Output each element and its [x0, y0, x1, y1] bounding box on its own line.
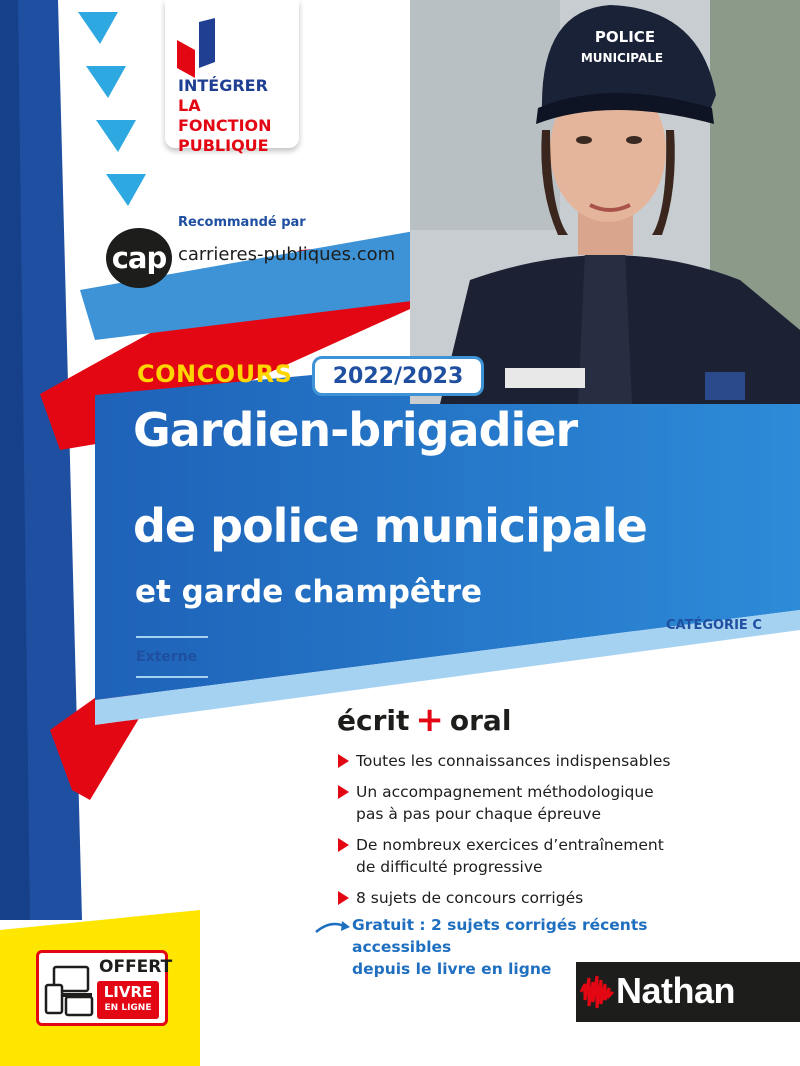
- category-label: CATÉGORIE C: [666, 618, 762, 633]
- badge-line-2: LA FONCTION: [178, 96, 272, 135]
- feature-item: [338, 834, 758, 878]
- livre-label: LIVRE: [103, 983, 153, 1001]
- offert-label: OFFERT: [99, 957, 173, 977]
- feature-text-2: de difficulté progressive: [356, 858, 543, 876]
- livre-box: [97, 981, 159, 1019]
- title-line-1: Gardien-brigadier: [133, 403, 578, 457]
- feature-text: 8 sujets de concours corrigés: [356, 889, 584, 907]
- exam-type: Externe: [136, 636, 208, 678]
- plus-sign: +: [415, 700, 444, 740]
- bullet-arrow-icon: [338, 785, 349, 799]
- badge-line-1: INTÉGRER: [178, 76, 268, 95]
- triangle-2: [86, 66, 126, 98]
- oral-label: oral: [449, 703, 512, 737]
- flag-logo-icon: [177, 18, 217, 78]
- en-ligne-label: EN LIGNE: [104, 1003, 152, 1013]
- feature-text: De nombreux exercices d’entraînement: [356, 836, 664, 854]
- curved-arrow-icon: [314, 916, 350, 936]
- triangle-1: [78, 12, 118, 44]
- feature-text: Toutes les connaissances indispensables: [356, 752, 671, 770]
- recommended-by-label: Recommandé par: [178, 215, 306, 230]
- cap-text-police: POLICE: [594, 28, 656, 46]
- bullet-arrow-icon: [338, 838, 349, 852]
- triangle-3: [96, 120, 136, 152]
- publisher-logo: [576, 962, 800, 1022]
- integrer-fonction-publique-badge: [165, 0, 299, 155]
- bullet-arrow-icon: [338, 891, 349, 905]
- bullet-arrow-icon: [338, 754, 349, 768]
- title-line-2: de police municipale: [133, 499, 647, 553]
- publisher-name: Nathan: [616, 970, 736, 1011]
- feature-text-2: pas à pas pour chaque épreuve: [356, 805, 601, 823]
- year-badge: 2022/2023: [312, 356, 484, 396]
- feature-item: [338, 887, 758, 909]
- feature-item: [338, 781, 758, 825]
- bonus-line-1: Gratuit : 2 sujets corrigés récents accessibles: [352, 916, 648, 956]
- nathan-mark-icon: [579, 970, 615, 1014]
- feature-item: [338, 750, 758, 772]
- cap-text-municipale: MUNICIPALE: [580, 51, 664, 65]
- badge-text: [178, 76, 299, 156]
- written-oral-heading: [337, 700, 511, 740]
- cap-logo: cap: [106, 228, 172, 288]
- concours-label: CONCOURS: [137, 360, 293, 388]
- bonus-line-2: depuis le livre en ligne: [352, 960, 552, 978]
- written-label: écrit: [337, 703, 410, 737]
- badge-line-3: PUBLIQUE: [178, 136, 269, 155]
- feature-text: Un accompagnement méthodologique: [356, 783, 654, 801]
- triangle-4: [106, 174, 146, 206]
- subtitle: et garde champêtre: [135, 574, 483, 610]
- recommended-site: carrieres-publiques.com: [178, 244, 396, 265]
- feature-list: [338, 750, 758, 918]
- free-online-book-badge: [36, 950, 173, 1026]
- devices-icon: [44, 965, 94, 1017]
- officer-photo: [410, 0, 800, 404]
